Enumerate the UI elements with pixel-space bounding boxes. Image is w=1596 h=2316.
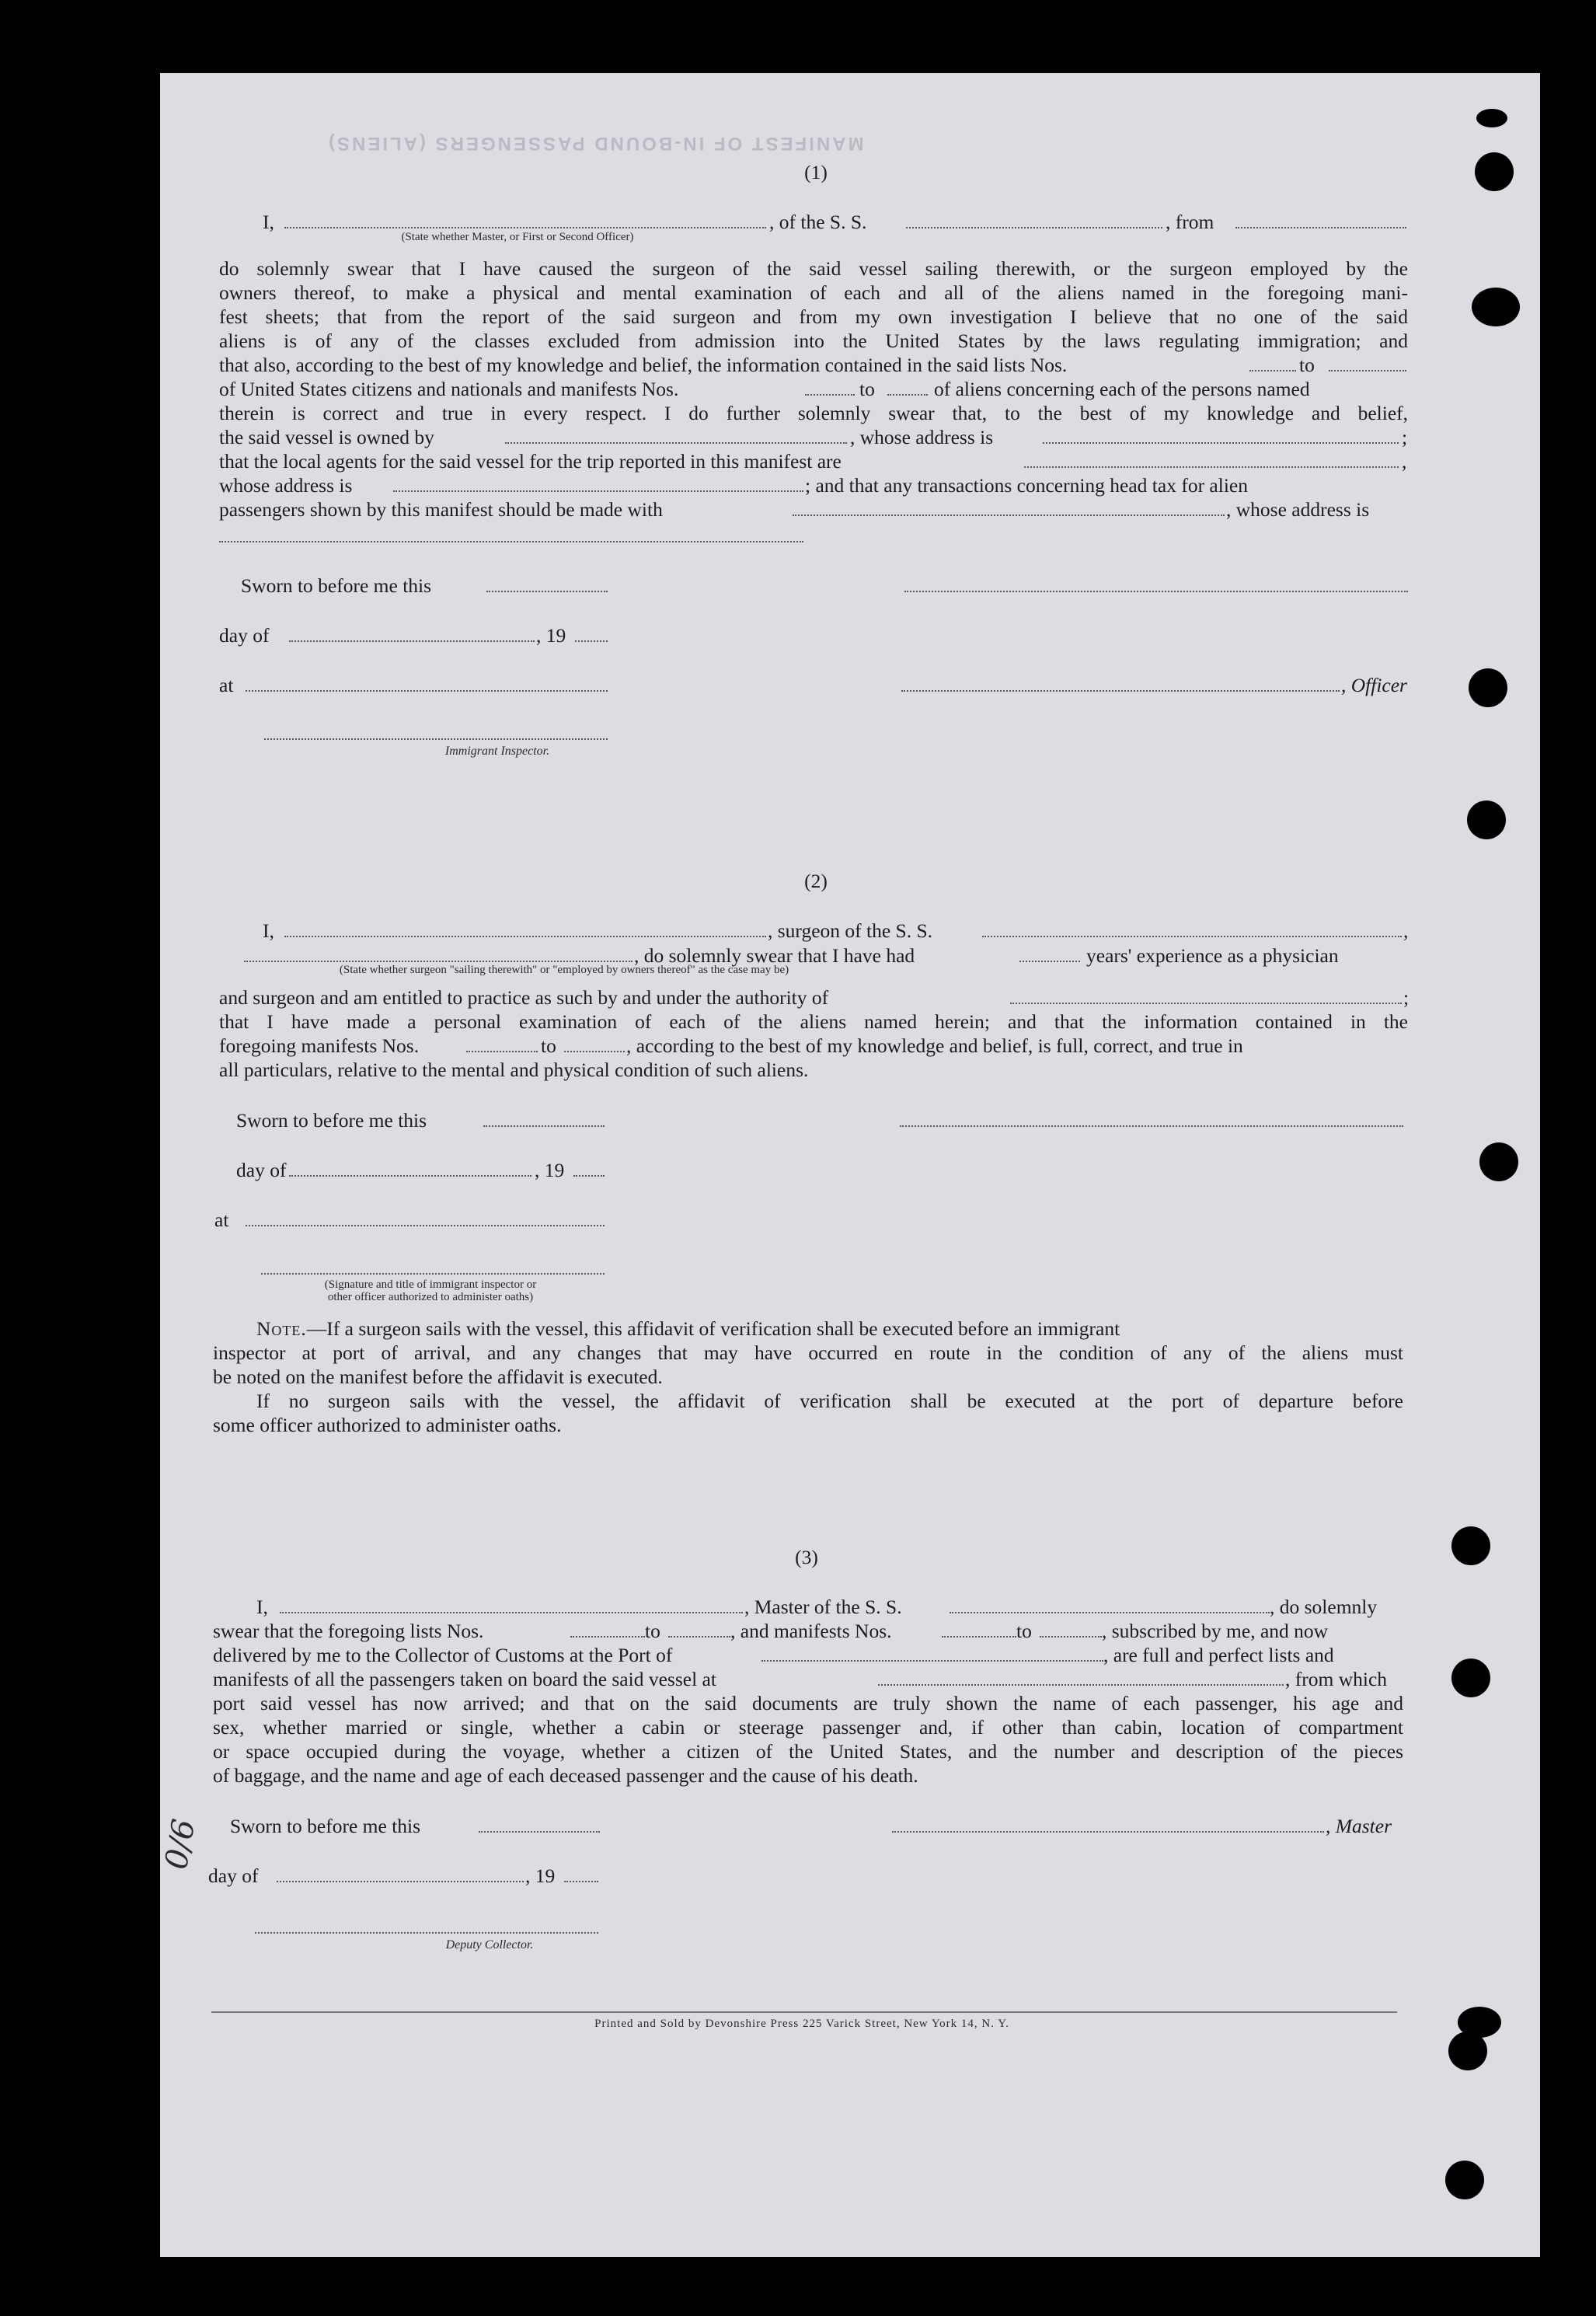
s2-comma: , bbox=[1403, 919, 1409, 942]
s1-body-line: of United States citizens and nationals and manifests Nos. bbox=[219, 378, 679, 400]
s1-day-field[interactable] bbox=[289, 639, 535, 642]
punch-hole bbox=[1451, 1526, 1490, 1565]
s1-inspector-label: Immigrant Inspector. bbox=[444, 745, 550, 758]
s1-body-line: aliens is of any of the classes excluded from admission into the United States by the laws regulating immigration; and bbox=[219, 330, 1408, 352]
s1-from-port-field[interactable] bbox=[1235, 225, 1406, 228]
s3-vessel-name-field[interactable] bbox=[950, 1610, 1270, 1613]
s1-officer-signature-field[interactable] bbox=[901, 689, 1340, 692]
s3-day-label: day of bbox=[208, 1864, 259, 1887]
s2-years-label: years' experience as a physician bbox=[1086, 944, 1339, 967]
torn-corner-mark bbox=[1476, 109, 1507, 127]
s1-agents-label: that the local agents for the said vessel for the trip reported in this manifest are bbox=[219, 450, 842, 473]
punch-hole bbox=[1472, 288, 1520, 326]
s3-solemnly-label: , do solemnly bbox=[1270, 1596, 1378, 1618]
s2-body-line: that I have made a personal examination of each of the aliens named herein; and that the information contained in the bbox=[219, 1010, 1408, 1033]
punch-hole bbox=[1475, 152, 1514, 191]
s1-body-line: fest sheets; that from the report of the said surgeon and from my own investigation I believe that no one of the said bbox=[219, 305, 1408, 328]
printer-footer: Printed and Sold by Devonshire Press 225 Varick Street, New York 14, N. Y. bbox=[594, 2018, 1009, 2030]
s1-semicolon: ; bbox=[1402, 426, 1408, 448]
s1-body-line: that also, according to the best of my knowledge and belief, the information contained in the said lists Nos. bbox=[219, 354, 1068, 376]
s2-surgeon-label: , surgeon of the S. S. bbox=[768, 919, 933, 942]
s3-lists-to-field[interactable] bbox=[668, 1634, 730, 1638]
s2-sworn-label: Sworn to before me this bbox=[236, 1109, 427, 1132]
s2-surgeon-name-field[interactable] bbox=[284, 934, 766, 937]
s1-manifests-from-field[interactable] bbox=[805, 392, 855, 396]
handwritten-number: 0/6 bbox=[158, 1816, 203, 1872]
s1-head-tax-address-field[interactable] bbox=[219, 539, 803, 542]
s1-owner-address-field[interactable] bbox=[1043, 441, 1399, 444]
s1-head-tax-address-label: , whose address is bbox=[1226, 498, 1370, 521]
s1-owner-field[interactable] bbox=[505, 441, 847, 444]
s3-to-label: to bbox=[645, 1620, 660, 1642]
s3-year-label: , 19 bbox=[525, 1864, 556, 1887]
note-line: some officer authorized to administer oaths. bbox=[213, 1414, 562, 1436]
s2-sworn-field[interactable] bbox=[483, 1124, 605, 1127]
bleed-through-heading: MANIFEST OF IN-BOUND PASSENGERS (ALIENS) bbox=[326, 133, 864, 154]
note-line: inspector at port of arrival, and any changes that may have occurred en route in the condition of any of the aliens must bbox=[213, 1341, 1403, 1364]
punch-hole bbox=[1479, 1142, 1518, 1181]
note-paragraph-1-start bbox=[256, 1317, 1120, 1341]
s1-agents-address-label: whose address is bbox=[219, 474, 353, 497]
s3-master-name-field[interactable] bbox=[280, 1610, 743, 1613]
s3-deputy-label: Deputy Collector. bbox=[445, 1938, 534, 1952]
s2-manifests-label: foregoing manifests Nos. bbox=[219, 1034, 420, 1057]
s1-lists-to-field[interactable] bbox=[1329, 368, 1406, 371]
s1-at-label: at bbox=[219, 674, 234, 696]
s1-owner-address-label: , whose address is bbox=[850, 426, 994, 448]
s1-body-line: therein is correct and true in every respect. I do further solemnly swear that, to the best of my knowledge and belief, bbox=[219, 402, 1408, 424]
footer-rule bbox=[211, 2011, 1397, 2013]
s1-body-line: do solemnly swear that I have caused the surgeon of the said vessel sailing therewith, or the surgeon employed by the bbox=[219, 257, 1408, 280]
punch-hole bbox=[1469, 668, 1507, 707]
s2-year-field[interactable] bbox=[573, 1174, 605, 1177]
s3-subscribed-label: , subscribed by me, and now bbox=[1102, 1620, 1329, 1642]
s3-sworn-field[interactable] bbox=[479, 1829, 600, 1833]
s2-at-field[interactable] bbox=[246, 1223, 605, 1226]
s3-lists-label: swear that the foregoing lists Nos. bbox=[213, 1620, 484, 1642]
s1-to-label: to bbox=[1299, 354, 1315, 376]
s3-year-field[interactable] bbox=[564, 1879, 598, 1882]
s2-inspector-signature-field[interactable] bbox=[261, 1271, 605, 1275]
torn-corner-mark bbox=[1458, 2007, 1501, 2038]
s1-inspector-signature-field[interactable] bbox=[264, 737, 608, 740]
s3-boarded-port-field[interactable] bbox=[878, 1683, 1284, 1686]
s2-i-label: I, bbox=[263, 919, 274, 942]
s1-head-tax-agent-field[interactable] bbox=[793, 513, 1225, 516]
s2-at-label: at bbox=[214, 1209, 229, 1231]
s3-from-which-label: , from which bbox=[1285, 1668, 1388, 1690]
s1-officer-label: , Officer bbox=[1341, 674, 1407, 696]
s1-vessel-name-field[interactable] bbox=[906, 225, 1162, 228]
s1-year-field[interactable] bbox=[575, 639, 608, 642]
s3-body-line: sex, whether married or single, whether a cabin or steerage passenger and, if other than cabin, location of compartment bbox=[213, 1716, 1403, 1739]
s1-comma: , bbox=[1402, 450, 1407, 473]
s3-manifests-label: , and manifests Nos. bbox=[730, 1620, 892, 1642]
s2-manifests-to-field[interactable] bbox=[564, 1049, 625, 1052]
s3-master-signature-field[interactable] bbox=[892, 1829, 1324, 1833]
s1-to-label-2: to bbox=[859, 378, 875, 400]
s2-surgeon-caption: (State whether surgeon "sailing therewith" or "employed by owners thereof" as the case may be) bbox=[339, 964, 789, 976]
s1-at-field[interactable] bbox=[246, 689, 608, 692]
s2-to-label: to bbox=[541, 1034, 556, 1057]
section-2-number: (2) bbox=[804, 870, 828, 892]
s1-agents-field[interactable] bbox=[1024, 465, 1399, 468]
s3-port-label: delivered by me to the Collector of Customs at the Port of bbox=[213, 1644, 673, 1666]
s1-officer-signature-line-1[interactable] bbox=[904, 589, 1408, 592]
s1-head-tax: ; and that any transactions concerning head tax for alien bbox=[805, 474, 1248, 497]
s1-agents-address-field[interactable] bbox=[393, 489, 803, 492]
s2-sig-caption-2: other officer authorized to administer oaths) bbox=[327, 1291, 534, 1303]
s3-sworn-label: Sworn to before me this bbox=[230, 1815, 421, 1837]
s2-years-field[interactable] bbox=[1019, 959, 1080, 962]
s2-authority-field[interactable] bbox=[1010, 1001, 1402, 1004]
s1-owner-label: the said vessel is owned by bbox=[219, 426, 434, 448]
s1-sworn-label: Sworn to before me this bbox=[241, 574, 432, 597]
note-label: Note. bbox=[256, 1317, 307, 1340]
s2-vessel-name-field[interactable] bbox=[982, 934, 1402, 937]
s1-officer-caption: (State whether Master, or First or Second Officer) bbox=[401, 231, 634, 243]
s3-i-label: I, bbox=[256, 1596, 268, 1618]
s1-i-label: I, bbox=[263, 211, 274, 233]
s1-officer-name-field[interactable] bbox=[284, 225, 766, 228]
s3-master-label: , Master of the S. S. bbox=[744, 1596, 902, 1618]
s3-body-line: port said vessel has now arrived; and that on the said documents are truly shown the name of each passenger, his age and bbox=[213, 1692, 1403, 1714]
s3-to-label-2: to bbox=[1016, 1620, 1032, 1642]
s2-year-label: , 19 bbox=[535, 1159, 565, 1181]
s3-port-field[interactable] bbox=[761, 1659, 1103, 1662]
section-1-number: (1) bbox=[804, 161, 828, 183]
s2-body-line: all particulars, relative to the mental and physical condition of such aliens. bbox=[219, 1059, 809, 1081]
note-line: If no surgeon sails with the vessel, the affidavit of verification shall be executed at the port of departure before bbox=[256, 1390, 1403, 1412]
s3-manifests-from-field[interactable] bbox=[942, 1634, 1016, 1638]
s2-semicolon: ; bbox=[1403, 986, 1410, 1009]
s2-authority-label: and surgeon and am entitled to practice as such by and under the authority of bbox=[219, 986, 829, 1009]
s2-sig-caption-1: (Signature and title of immigrant inspector or bbox=[324, 1278, 537, 1291]
s1-of-aliens: of aliens concerning each of the persons named bbox=[934, 378, 1310, 400]
s2-surgeon-signature-field[interactable] bbox=[900, 1124, 1403, 1127]
note-line: —If a surgeon sails with the vessel, this affidavit of verification shall be executed before an immigrant bbox=[306, 1317, 1120, 1340]
s3-day-field[interactable] bbox=[277, 1879, 524, 1882]
punch-hole bbox=[1445, 2161, 1484, 2199]
section-3-number: (3) bbox=[795, 1546, 818, 1568]
punch-hole bbox=[1467, 800, 1506, 839]
s2-day-field[interactable] bbox=[289, 1174, 531, 1177]
s3-body-line: or space occupied during the voyage, whether a citizen of the United States, and the number and description of the pieces bbox=[213, 1740, 1403, 1763]
s3-master-sig-label: , Master bbox=[1326, 1815, 1392, 1837]
s1-of-ss-label: , of the S. S. bbox=[769, 211, 867, 233]
s3-full-lists-label: , are full and perfect lists and bbox=[1103, 1644, 1334, 1666]
note-line: be noted on the manifest before the affidavit is executed. bbox=[213, 1366, 663, 1388]
s1-from-label: , from bbox=[1166, 211, 1214, 233]
s2-manifests-from-field[interactable] bbox=[466, 1049, 538, 1052]
s2-according-label: , according to the best of my knowledge and belief, is full, correct, and true in bbox=[626, 1034, 1243, 1057]
s2-swear-label: , do solemnly swear that I have had bbox=[634, 944, 915, 967]
s3-boarded-label: manifests of all the passengers taken on board the said vessel at bbox=[213, 1668, 716, 1690]
s2-surgeon-type-field[interactable] bbox=[244, 959, 632, 962]
s1-day-label: day of bbox=[219, 624, 270, 647]
s3-manifests-to-field[interactable] bbox=[1040, 1634, 1102, 1638]
s3-lists-from-field[interactable] bbox=[570, 1634, 645, 1638]
s1-head-tax-label: passengers shown by this manifest should be made with bbox=[219, 498, 663, 521]
s1-sworn-field[interactable] bbox=[486, 589, 608, 592]
punch-hole bbox=[1451, 1659, 1490, 1697]
s1-lists-from-field[interactable] bbox=[1249, 368, 1296, 371]
s1-manifests-to-field[interactable] bbox=[887, 392, 928, 396]
s3-body-line: of baggage, and the name and age of each deceased passenger and the cause of his death. bbox=[213, 1764, 918, 1787]
s3-deputy-signature-field[interactable] bbox=[255, 1931, 598, 1934]
s1-year-label: , 19 bbox=[536, 624, 566, 647]
s1-body-line: owners thereof, to make a physical and mental examination of each and all of the aliens named in the foregoing mani- bbox=[219, 281, 1408, 304]
s2-day-label: day of bbox=[236, 1159, 287, 1181]
